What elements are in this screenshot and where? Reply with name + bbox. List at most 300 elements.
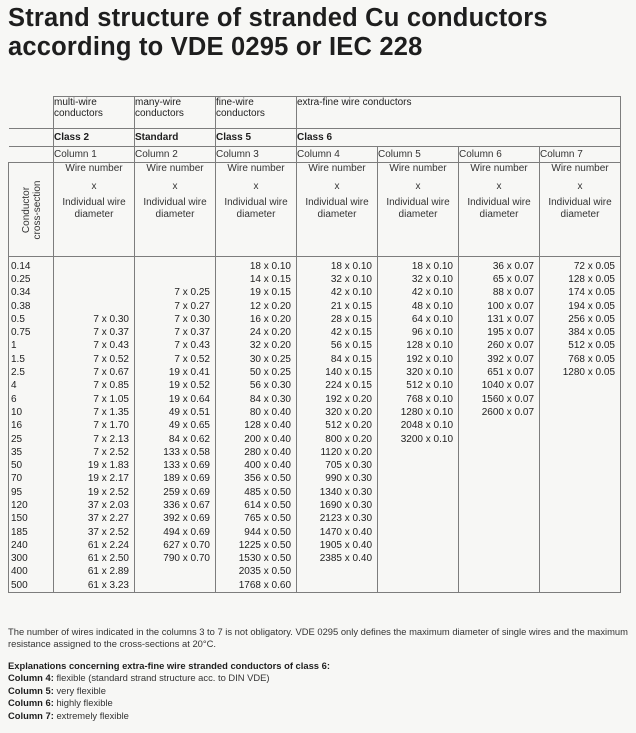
strand-cell <box>540 393 621 406</box>
cross-section-cell: 95 <box>9 486 54 499</box>
strand-cell: 19 x 0.52 <box>135 380 216 393</box>
cross-section-cell: 16 <box>9 420 54 433</box>
explanation-item <box>8 710 628 722</box>
strand-cell <box>540 420 621 433</box>
description-text: diameter <box>74 209 114 220</box>
strand-cell <box>540 579 621 593</box>
strand-cell: 49 x 0.51 <box>135 406 216 419</box>
strand-cell: 61 x 2.50 <box>54 553 135 566</box>
strand-cell: 28 x 0.15 <box>297 313 378 326</box>
description-text: x <box>496 181 502 192</box>
strand-cell: 64 x 0.10 <box>378 313 459 326</box>
cross-section-cell: 1.5 <box>9 353 54 366</box>
strand-cell: 485 x 0.50 <box>216 486 297 499</box>
strand-cell: 84 x 0.62 <box>135 433 216 446</box>
class-label: Standard <box>135 129 216 147</box>
table-row <box>9 273 621 286</box>
column-header-row <box>9 147 621 163</box>
explanation-label: Column 6: <box>8 697 54 709</box>
description-text: diameter <box>479 209 519 220</box>
blank-cell <box>9 97 54 129</box>
cross-section-cell: 0.34 <box>9 287 54 300</box>
strand-cell: 16 x 0.20 <box>216 313 297 326</box>
table-row <box>9 566 621 579</box>
column-label: Column 2 <box>135 147 216 163</box>
strand-cell: 19 x 2.17 <box>54 473 135 486</box>
strand-cell <box>459 579 540 593</box>
strand-cell: 19 x 0.41 <box>135 366 216 379</box>
strand-cell: 627 x 0.70 <box>135 539 216 552</box>
table-row <box>9 420 621 433</box>
description-text: Individual wire <box>224 197 288 208</box>
table-row <box>9 300 621 313</box>
cross-section-label: cross-section <box>31 180 43 239</box>
strand-cell: 260 x 0.07 <box>459 340 540 353</box>
strand-cell: 400 x 0.40 <box>216 459 297 472</box>
strand-cell <box>459 420 540 433</box>
strand-cell: 990 x 0.30 <box>297 473 378 486</box>
class-label: Class 2 <box>54 129 135 147</box>
description-text: x <box>253 181 259 192</box>
strand-cell: 280 x 0.40 <box>216 446 297 459</box>
page-title <box>8 4 548 62</box>
strand-cell: 1120 x 0.20 <box>297 446 378 459</box>
strand-cell: 42 x 0.15 <box>297 326 378 339</box>
column-label: Column 3 <box>216 147 297 163</box>
strand-cell: 2035 x 0.50 <box>216 566 297 579</box>
column-label: Column 7 <box>540 147 621 163</box>
strand-cell: 2385 x 0.40 <box>297 553 378 566</box>
explanations-heading: Explanations concerning extra-fine wire stranded conductors of class 6: <box>8 660 330 671</box>
cross-section-header <box>9 163 54 257</box>
strand-cell: 7 x 0.37 <box>54 326 135 339</box>
strand-cell: 133 x 0.58 <box>135 446 216 459</box>
blank-cell <box>9 147 54 163</box>
strand-cell: 765 x 0.50 <box>216 513 297 526</box>
strand-cell <box>459 486 540 499</box>
strand-cell: 19 x 1.83 <box>54 459 135 472</box>
footnote: The number of wires indicated in the columns 3 to 7 is not obligatory. VDE 0295 only defines the maximum diameter of single wires and the maximum resistance assigned to the cross-sections at 20°C. <box>8 626 628 649</box>
cross-section-cell: 50 <box>9 459 54 472</box>
explanation-item <box>8 672 628 684</box>
description-text: Wire number <box>227 163 285 174</box>
explanation-text: very flexible <box>56 684 106 696</box>
table-row <box>9 486 621 499</box>
title-line-1: Strand structure of stranded Cu conductors <box>8 4 548 32</box>
strand-cell <box>378 579 459 593</box>
strand-cell <box>297 579 378 593</box>
strand-cell <box>540 380 621 393</box>
strand-cell: 7 x 0.25 <box>135 287 216 300</box>
strand-cell: 42 x 0.10 <box>297 287 378 300</box>
strand-cell: 512 x 0.20 <box>297 420 378 433</box>
strand-cell: 7 x 1.05 <box>54 393 135 406</box>
strand-cell: 65 x 0.07 <box>459 273 540 286</box>
cross-section-cell: 0.5 <box>9 313 54 326</box>
strand-cell: 56 x 0.15 <box>297 340 378 353</box>
strand-cell: 61 x 2.24 <box>54 539 135 552</box>
strand-cell: 3200 x 0.10 <box>378 433 459 446</box>
strand-cell: 2123 x 0.30 <box>297 513 378 526</box>
table-row <box>9 473 621 486</box>
strand-cell: 194 x 0.05 <box>540 300 621 313</box>
strand-cell <box>54 287 135 300</box>
strand-cell: 320 x 0.20 <box>297 406 378 419</box>
strand-cell: 37 x 2.52 <box>54 526 135 539</box>
cross-section-cell: 4 <box>9 380 54 393</box>
column-label: Column 5 <box>378 147 459 163</box>
strand-cell <box>378 553 459 566</box>
table-row <box>9 433 621 446</box>
strand-cell <box>378 566 459 579</box>
strand-cell <box>135 579 216 593</box>
title-line-2: according to VDE 0295 or IEC 228 <box>8 33 423 61</box>
strand-cell: 42 x 0.10 <box>378 287 459 300</box>
strand-cell: 96 x 0.10 <box>378 326 459 339</box>
strand-cell: 1530 x 0.50 <box>216 553 297 566</box>
strand-cell: 1040 x 0.07 <box>459 380 540 393</box>
strand-cell <box>540 566 621 579</box>
table-row <box>9 326 621 339</box>
type-extra-fine-wire <box>297 97 621 129</box>
strand-cell: 61 x 3.23 <box>54 579 135 593</box>
strand-cell: 7 x 0.52 <box>54 353 135 366</box>
strand-cell: 88 x 0.07 <box>459 287 540 300</box>
strand-cell <box>540 406 621 419</box>
description-text: Wire number <box>389 163 447 174</box>
strand-cell: 7 x 0.52 <box>135 353 216 366</box>
type-label: fine-wire <box>216 97 254 108</box>
strand-cell <box>459 526 540 539</box>
description-text: x <box>334 181 340 192</box>
table-row <box>9 393 621 406</box>
strand-cell: 7 x 2.13 <box>54 433 135 446</box>
strand-cell <box>378 486 459 499</box>
strand-cell: 30 x 0.25 <box>216 353 297 366</box>
column-description <box>135 163 216 257</box>
cross-section-cell: 2.5 <box>9 366 54 379</box>
strand-cell: 1690 x 0.30 <box>297 499 378 512</box>
strand-cell <box>378 473 459 486</box>
strand-cell <box>378 539 459 552</box>
strand-cell: 61 x 2.89 <box>54 566 135 579</box>
strand-cell: 128 x 0.05 <box>540 273 621 286</box>
column-label: Column 4 <box>297 147 378 163</box>
description-text: diameter <box>236 209 276 220</box>
description-text: diameter <box>155 209 195 220</box>
table-row <box>9 366 621 379</box>
strand-cell: 131 x 0.07 <box>459 313 540 326</box>
strand-cell: 128 x 0.10 <box>378 340 459 353</box>
strand-cell: 48 x 0.10 <box>378 300 459 313</box>
strand-cell <box>540 526 621 539</box>
strand-cell <box>540 486 621 499</box>
explanation-text: extremely flexible <box>56 709 129 721</box>
strand-cell: 7 x 0.30 <box>54 313 135 326</box>
strand-cell: 56 x 0.30 <box>216 380 297 393</box>
strand-cell <box>135 257 216 274</box>
description-text: Wire number <box>146 163 204 174</box>
class-label: Class 5 <box>216 129 297 147</box>
strand-cell: 37 x 2.03 <box>54 499 135 512</box>
strand-cell: 18 x 0.10 <box>216 257 297 274</box>
strand-cell <box>540 446 621 459</box>
strand-cell: 24 x 0.20 <box>216 326 297 339</box>
strand-cell: 18 x 0.10 <box>378 257 459 274</box>
strand-cell <box>378 459 459 472</box>
strand-cell: 1560 x 0.07 <box>459 393 540 406</box>
column-description <box>54 163 135 257</box>
cross-section-cell: 25 <box>9 433 54 446</box>
strand-cell: 189 x 0.69 <box>135 473 216 486</box>
strand-cell <box>540 539 621 552</box>
cross-section-cell: 70 <box>9 473 54 486</box>
strand-cell: 1280 x 0.05 <box>540 366 621 379</box>
explanation-item <box>8 697 628 709</box>
explanation-text: flexible (standard strand structure acc. to DIN VDE) <box>56 672 270 684</box>
column-description <box>216 163 297 257</box>
blank-cell <box>9 129 54 147</box>
cross-section-label: Conductor <box>20 186 32 233</box>
strand-cell: 192 x 0.20 <box>297 393 378 406</box>
strand-cell: 494 x 0.69 <box>135 526 216 539</box>
strand-cell: 259 x 0.69 <box>135 486 216 499</box>
description-text: Wire number <box>551 163 609 174</box>
cross-section-cell: 10 <box>9 406 54 419</box>
strand-cell <box>540 499 621 512</box>
table-row <box>9 446 621 459</box>
column-label: Column 1 <box>54 147 135 163</box>
strand-cell <box>459 459 540 472</box>
strand-cell: 49 x 0.65 <box>135 420 216 433</box>
description-text: x <box>91 181 97 192</box>
strand-cell: 72 x 0.05 <box>540 257 621 274</box>
strand-cell: 19 x 0.64 <box>135 393 216 406</box>
strand-cell: 7 x 1.35 <box>54 406 135 419</box>
strand-cell: 7 x 0.85 <box>54 380 135 393</box>
strand-cell <box>540 473 621 486</box>
cross-section-cell: 400 <box>9 566 54 579</box>
cross-section-cell: 185 <box>9 526 54 539</box>
strand-cell: 1470 x 0.40 <box>297 526 378 539</box>
description-text: diameter <box>398 209 438 220</box>
strand-cell <box>135 273 216 286</box>
description-text: Individual wire <box>386 197 450 208</box>
conductor-type-header-row <box>9 97 621 129</box>
type-label: conductors <box>216 108 265 119</box>
strand-cell: 7 x 0.30 <box>135 313 216 326</box>
strand-cell: 192 x 0.10 <box>378 353 459 366</box>
cross-section-cell: 500 <box>9 579 54 593</box>
strand-cell: 7 x 0.37 <box>135 326 216 339</box>
strand-cell: 392 x 0.69 <box>135 513 216 526</box>
strand-cell <box>459 433 540 446</box>
strand-cell <box>459 539 540 552</box>
table-row <box>9 313 621 326</box>
strand-cell: 790 x 0.70 <box>135 553 216 566</box>
strand-cell <box>459 473 540 486</box>
description-text: Individual wire <box>143 197 207 208</box>
description-text: Individual wire <box>548 197 612 208</box>
strand-cell: 705 x 0.30 <box>297 459 378 472</box>
strand-cell: 512 x 0.10 <box>378 380 459 393</box>
strand-cell: 392 x 0.07 <box>459 353 540 366</box>
table-row <box>9 459 621 472</box>
cross-section-cell: 1 <box>9 340 54 353</box>
strand-cell: 174 x 0.05 <box>540 287 621 300</box>
strand-cell: 336 x 0.67 <box>135 499 216 512</box>
description-text: Individual wire <box>62 197 126 208</box>
table-row <box>9 553 621 566</box>
description-header-row <box>9 163 621 257</box>
cross-section-cell: 35 <box>9 446 54 459</box>
strand-cell: 7 x 0.67 <box>54 366 135 379</box>
strand-cell: 7 x 1.70 <box>54 420 135 433</box>
strand-cell <box>135 566 216 579</box>
column-description <box>459 163 540 257</box>
description-text: x <box>415 181 421 192</box>
strand-cell: 80 x 0.40 <box>216 406 297 419</box>
cross-section-cell: 6 <box>9 393 54 406</box>
explanation-text: highly flexible <box>56 697 113 709</box>
strand-cell: 1768 x 0.60 <box>216 579 297 593</box>
cross-section-cell: 0.38 <box>9 300 54 313</box>
cross-section-cell: 240 <box>9 539 54 552</box>
strand-cell: 128 x 0.40 <box>216 420 297 433</box>
description-text: diameter <box>317 209 357 220</box>
explanations <box>8 660 628 722</box>
table-row <box>9 513 621 526</box>
description-text: Individual wire <box>305 197 369 208</box>
explanation-label: Column 7: <box>8 709 54 721</box>
strand-cell: 12 x 0.20 <box>216 300 297 313</box>
description-text: Individual wire <box>467 197 531 208</box>
table-row <box>9 380 621 393</box>
strand-cell <box>540 513 621 526</box>
column-label: Column 6 <box>459 147 540 163</box>
type-label: many-wire <box>135 97 182 108</box>
strand-cell: 36 x 0.07 <box>459 257 540 274</box>
strand-cell: 19 x 0.15 <box>216 287 297 300</box>
strand-cell <box>378 446 459 459</box>
table-row <box>9 539 621 552</box>
strand-cell: 7 x 2.52 <box>54 446 135 459</box>
type-label: conductors <box>135 108 184 119</box>
strand-cell: 100 x 0.07 <box>459 300 540 313</box>
strand-cell <box>459 499 540 512</box>
strand-cell: 356 x 0.50 <box>216 473 297 486</box>
description-text: Wire number <box>65 163 123 174</box>
strand-cell <box>378 526 459 539</box>
strand-cell <box>54 273 135 286</box>
cross-section-cell: 0.14 <box>9 257 54 274</box>
strand-cell: 384 x 0.05 <box>540 326 621 339</box>
table-row <box>9 406 621 419</box>
table-row <box>9 257 621 274</box>
cross-section-cell: 300 <box>9 553 54 566</box>
type-multi-wire <box>54 97 135 129</box>
strand-cell <box>378 513 459 526</box>
strand-cell: 19 x 2.52 <box>54 486 135 499</box>
cross-section-cell: 0.75 <box>9 326 54 339</box>
strand-cell <box>540 433 621 446</box>
strand-cell: 32 x 0.20 <box>216 340 297 353</box>
strand-cell: 2600 x 0.07 <box>459 406 540 419</box>
strand-cell: 18 x 0.10 <box>297 257 378 274</box>
strand-cell: 14 x 0.15 <box>216 273 297 286</box>
type-fine-wire <box>216 97 297 129</box>
strand-cell: 800 x 0.20 <box>297 433 378 446</box>
strand-cell <box>459 513 540 526</box>
strand-cell <box>54 300 135 313</box>
strand-cell: 614 x 0.50 <box>216 499 297 512</box>
strand-cell: 256 x 0.05 <box>540 313 621 326</box>
cross-section-cell: 120 <box>9 499 54 512</box>
strand-cell: 512 x 0.05 <box>540 340 621 353</box>
strand-cell <box>297 566 378 579</box>
strand-cell: 140 x 0.15 <box>297 366 378 379</box>
strand-cell: 7 x 0.43 <box>54 340 135 353</box>
strand-cell: 768 x 0.10 <box>378 393 459 406</box>
description-text: diameter <box>560 209 600 220</box>
strand-cell: 50 x 0.25 <box>216 366 297 379</box>
strand-cell: 32 x 0.10 <box>378 273 459 286</box>
strand-cell: 7 x 0.43 <box>135 340 216 353</box>
strand-cell: 768 x 0.05 <box>540 353 621 366</box>
table-row <box>9 526 621 539</box>
class-header-row <box>9 129 621 147</box>
strand-cell: 2048 x 0.10 <box>378 420 459 433</box>
cross-section-cell: 150 <box>9 513 54 526</box>
explanation-label: Column 5: <box>8 684 54 696</box>
description-text: x <box>577 181 583 192</box>
type-label: multi-wire <box>54 97 97 108</box>
type-label: extra-fine wire conductors <box>297 97 412 108</box>
strand-cell: 200 x 0.40 <box>216 433 297 446</box>
explanation-item <box>8 685 628 697</box>
strand-cell: 84 x 0.30 <box>216 393 297 406</box>
strand-cell <box>540 459 621 472</box>
strand-cell: 37 x 2.27 <box>54 513 135 526</box>
strand-cell: 7 x 0.27 <box>135 300 216 313</box>
column-description <box>540 163 621 257</box>
strand-structure-table <box>8 96 621 593</box>
strand-cell: 320 x 0.10 <box>378 366 459 379</box>
strand-cell <box>378 499 459 512</box>
strand-cell: 944 x 0.50 <box>216 526 297 539</box>
table-row <box>9 579 621 593</box>
strand-cell: 32 x 0.10 <box>297 273 378 286</box>
strand-cell: 195 x 0.07 <box>459 326 540 339</box>
strand-cell <box>54 257 135 274</box>
strand-cell: 133 x 0.69 <box>135 459 216 472</box>
strand-cell: 1905 x 0.40 <box>297 539 378 552</box>
table-row <box>9 287 621 300</box>
table-row <box>9 340 621 353</box>
description-text: Wire number <box>470 163 528 174</box>
cross-section-cell: 0.25 <box>9 273 54 286</box>
table-row <box>9 499 621 512</box>
strand-cell: 1225 x 0.50 <box>216 539 297 552</box>
strand-cell: 651 x 0.07 <box>459 366 540 379</box>
strand-cell: 224 x 0.15 <box>297 380 378 393</box>
strand-cell <box>459 553 540 566</box>
description-text: Wire number <box>308 163 366 174</box>
explanation-label: Column 4: <box>8 672 54 684</box>
column-description <box>297 163 378 257</box>
strand-cell <box>540 553 621 566</box>
strand-cell <box>459 566 540 579</box>
